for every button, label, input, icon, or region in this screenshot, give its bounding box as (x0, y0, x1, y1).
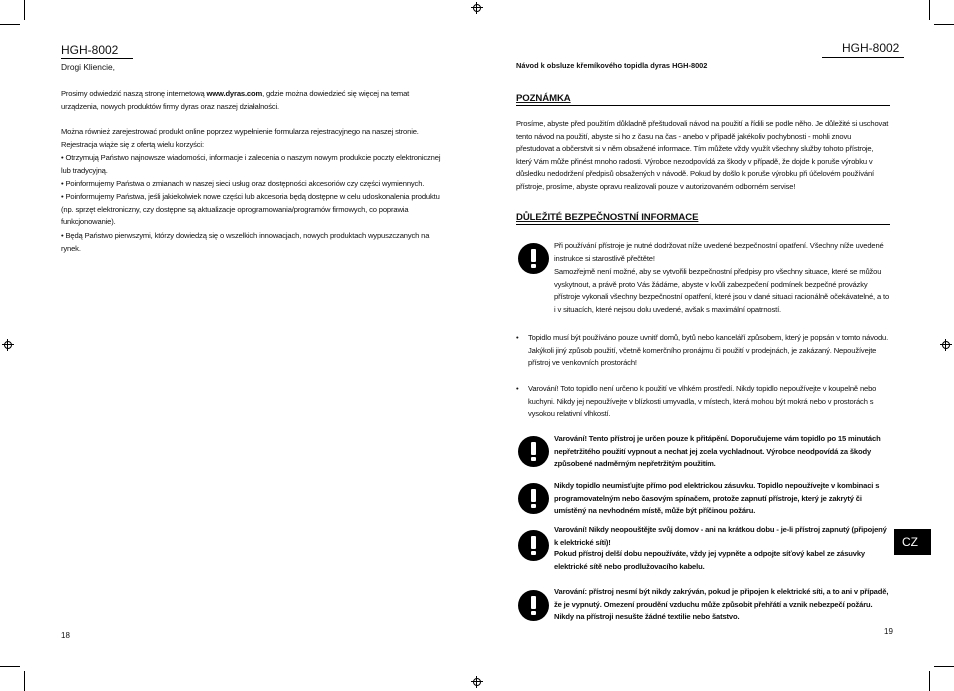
warning-icon (518, 530, 549, 561)
crop-mark (24, 671, 25, 691)
warning-text: Pokud přístroj delší dobu nepoužíváte, vždy jej vypněte a odpojte síťový kabel ze zásuvky elektrické sítě nebo prodlužovacího kabelu. (554, 549, 866, 571)
warning-icon (518, 243, 549, 274)
section-title-note: POZNÁMKA (516, 93, 890, 106)
warning-text: Nikdy topidlo neumisťujte přímo pod elektrickou zásuvku. Topidlo nepoužívejte v kombinaci s programovatelným nebo časovým spínačem, protože zapnutí přístroje, který je zakrytý či umístěný na nevhodném místě, může být příčinou požáru. (554, 481, 880, 516)
language-tab: CZ (894, 529, 931, 555)
crop-mark (934, 24, 954, 25)
intro-paragraph (61, 88, 443, 113)
note-paragraph: Prosíme, abyste před použitím důkladně přeštudovali návod na použití a řídili se podle něho. Je důležité si uschovat tento návod na použití, abyste si ho z času na čas - anebo v případě jakékoliv pochybnosti - mohli znovu přestudovat a občerstvit si v něm obsažené informace. Tím můžete vždy využít všechny služby tohoto přístroje, který Vám může přinést mnoho radosti. Výrobce nezodpovídá za škody v případě, že dojde k poruše výrobku v důsledku nedodržení předpisů obsažených v návodě. Pokud by došlo k poruše výrobku při účelovém používání přístroje, prosíme, abyste opravu realizovali pouze v autorizovaném odborném servise! (516, 119, 889, 191)
crop-mark (929, 0, 930, 20)
bullet-item: Varování! Toto topidlo není určeno k použití ve vlhkém prostředí. Nikdy topidlo nepoužívejte v koupelně nebo kuchyni. Nikdy jej nepoužívejte v blízkosti umyvadla, v místech, která mohou být mokrá nebo v prostorách s vysokou relativní vlhkostí. (528, 384, 877, 419)
section-title-safety: DŮLEŽITÉ BEZPEČNOSTNÍ INFORMACE (516, 212, 890, 225)
website-link[interactable]: www.dyras.com (206, 89, 263, 98)
manual-header: Návod k obsluze křemíkového topidla dyras HGH-8002 (516, 61, 708, 70)
warning-icon (518, 436, 549, 467)
page-number-right: 19 (884, 627, 893, 636)
bullet-dot: • (516, 333, 519, 342)
page-number-left: 18 (61, 631, 70, 640)
crop-mark (0, 24, 20, 25)
model-label-right (822, 41, 904, 58)
intro-text-rest: , gdzie można dowiedzieć się więcej na temat urządzenia, nowych produktów firmy dyras oraz naszej działalności. (61, 89, 410, 111)
registration-mark-icon (2, 339, 14, 351)
warning-icon (518, 483, 549, 514)
model-label-text: HGH-8002 (842, 41, 900, 55)
crop-mark (929, 671, 930, 691)
benefit-item: • Otrzymują Państwo najnowsze wiadomości, informacje i zalecenia o naszym nowym produkcie poczty elektronicznej lub tradycyjną. (61, 153, 441, 175)
warning-icon (518, 590, 549, 621)
model-label-left: HGH-8002 (61, 43, 133, 59)
registration-paragraph: Można również zarejestrować produkt online poprzez wypełnienie formularza rejestracyjnego na naszej stronie. Rejestracja wiąże się z ofertą wielu korzyści: (61, 127, 419, 149)
benefit-item: • Poinformujemy Państwa, jeśli jakiekolwiek nowe części lub akcesoria będą dostępne w celu udoskonalenia produktu (np. sprzęt elektroniczny, czy dostępne są aktualizacje oprogramowania/programów firmowych, co poprawia funkcjonowanie). (61, 192, 440, 227)
safety-intro-2: Samozřejmě není možné, aby se vytvořili bezpečnostní předpisy pro všechny situace, které se můžou vyskytnout, a právě proto Vás žádáme, abyste v kvůli zabezpečení podmínek bezpečné provázky přístroje vykonali všechny bezpečnostní opatření, které jsou v dané situaci racionálně očekávatelné, a to i v situacích, které nejsou dolu uvedené, avšak s maximální opatrností. (554, 267, 890, 314)
crop-mark (934, 666, 954, 667)
bullet-dot: • (516, 384, 519, 393)
warning-text: Varování! Tento přístroj je určen pouze k přitápění. Doporučujeme vám topidlo po 15 minutách nepřetržitého použití vypnout a nechat jej zcela vychladnout. Výrobce neodpovídá za škody způsobené nadměrným nepřetržitým použitím. (554, 434, 881, 469)
registration-mark-icon (471, 676, 483, 688)
registration-mark-icon (940, 339, 952, 351)
crop-mark (24, 0, 25, 20)
benefit-item: • Poinformujemy Państwa o zmianach w naszej sieci usług oraz dostępności akcesoriów czy części wymiennych. (61, 179, 425, 188)
intro-text: Prosimy odwiedzić naszą stronę internetową (61, 89, 207, 98)
safety-intro-1: Při používání přístroje je nutné dodržovat níže uvedené bezpečnostní opatření. Všechny níže uvedené instrukce si starostlivě přečtěte! (554, 241, 884, 263)
bullet-item: Topidlo musí být používáno pouze uvnitř domů, bytů nebo kanceláří způsobem, který je popsán v tomto návodu. Jakýkoli jiný způsob použití, včetně komerčního pronájmu či použití v prodejnách, je zakázaný. Nepoužívejte přístroj ve venkovních prostorách! (528, 333, 889, 368)
greeting: Drogi Kliencie, (61, 62, 115, 72)
crop-mark (0, 666, 20, 667)
warning-text: Varování! Nikdy neopouštějte svůj domov - ani na krátkou dobu - je-li přístroj zapnutý (připojený k elektrické síti)! (554, 525, 887, 547)
benefit-item: • Będą Państwo pierwszymi, którzy dowiedzą się o wszelkich innowacjach, nowych produktach wypuszczanych na rynek. (61, 231, 430, 253)
registration-mark-icon (471, 2, 483, 14)
warning-text: Varování: přístroj nesmí být nikdy zakrýván, pokud je připojen k elektrické síti, a to ani v případě, že je vypnutý. Omezení proudění vzduchu může způsobit přehřátí a vznik nebezpečí požáru. Nikdy na přístroji nesušte žádné textilie nebo šatstvo. (554, 587, 889, 622)
